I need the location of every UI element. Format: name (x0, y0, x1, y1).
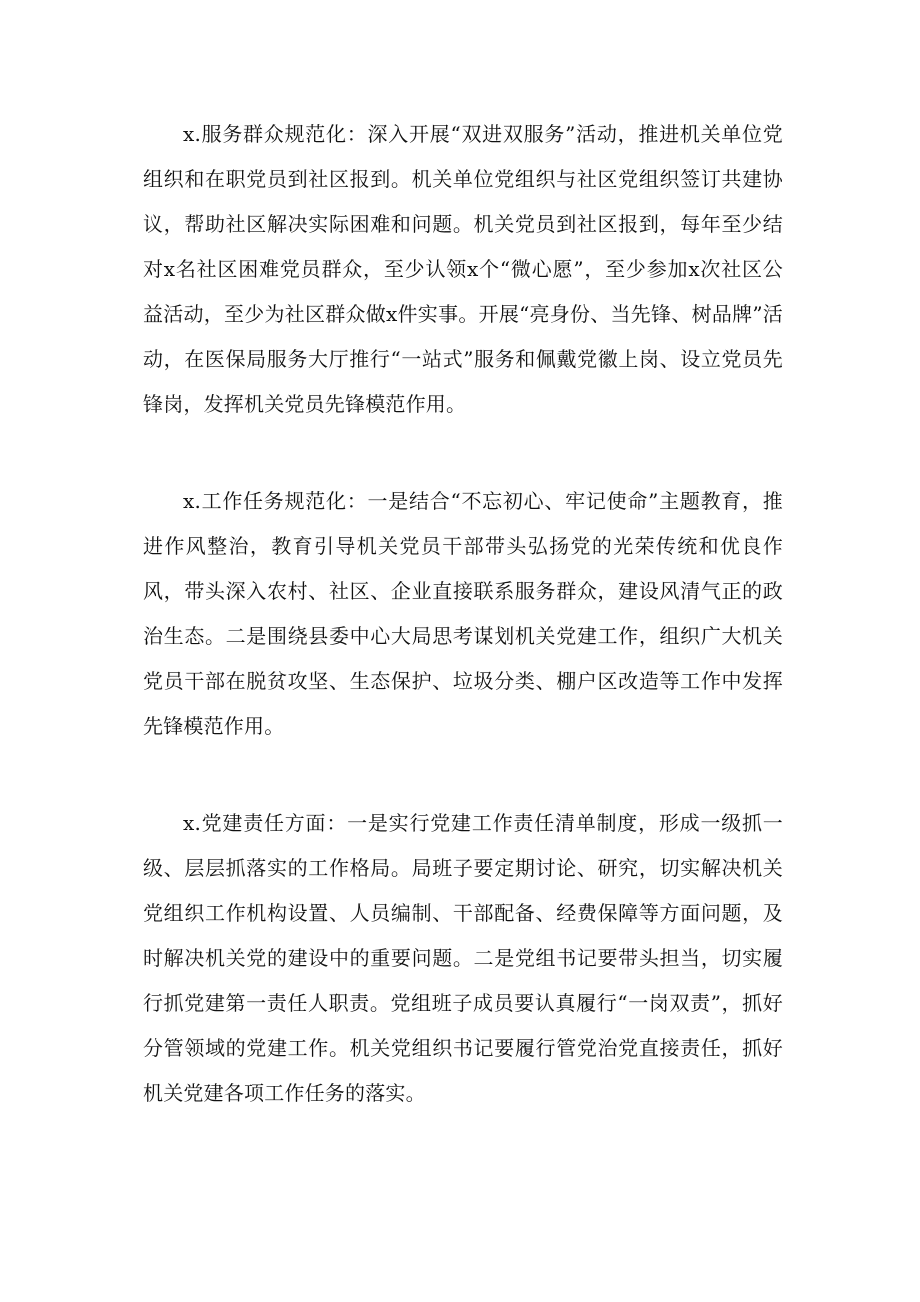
document-body (143, 112, 783, 1116)
paragraph-gap (143, 749, 783, 801)
paragraph-task-standardization: x.工作任务规范化：一是结合“不忘初心、牢记使命”主题教育，推进作风整治，教育引导机关党员干部带头弘扬党的光荣传统和优良作风，带头深入农村、社区、企业直接联系服务群众，建设风清气正的政治生态。二是围绕县委中心大局思考谋划机关党建工作，组织广大机关党员干部在脱贫攻坚、生态保护、垃圾分类、棚户区改造等工作中发挥先锋模范作用。 (143, 489, 783, 738)
paragraph-party-responsibility: x.党建责任方面：一是实行党建工作责任清单制度，形成一级抓一级、层层抓落实的工作格局。局班子要定期讨论、研究，切实解决机关党组织工作机构设置、人员编制、干部配备、经费保障等方面问题，及时解决机关党的建设中的重要问题。二是党组书记要带头担当，切实履行抓党建第一责任人职责。党组班子成员要认真履行“一岗双责”，抓好分管领域的党建工作。机关党组织书记要履行管党治党直接责任，抓好机关党建各项工作任务的落实。 (143, 811, 783, 1105)
paragraph-service-standardization: x.服务群众规范化：深入开展“双进双服务”活动，推进机关单位党组织和在职党员到社区报到。机关单位党组织与社区党组织签订共建协议，帮助社区解决实际困难和问题。机关党员到社区报到，每年至少结对x名社区困难党员群众，至少认领x个“微心愿”，至少参加x次社区公益活动，至少为社区群众做x件实事。开展“亮身份、当先锋、树品牌”活动，在医保局服务大厅推行“一站式”服务和佩戴党徽上岗、设立党员先锋岗，发挥机关党员先锋模范作用。 (143, 122, 783, 416)
paragraph-gap (143, 427, 783, 479)
